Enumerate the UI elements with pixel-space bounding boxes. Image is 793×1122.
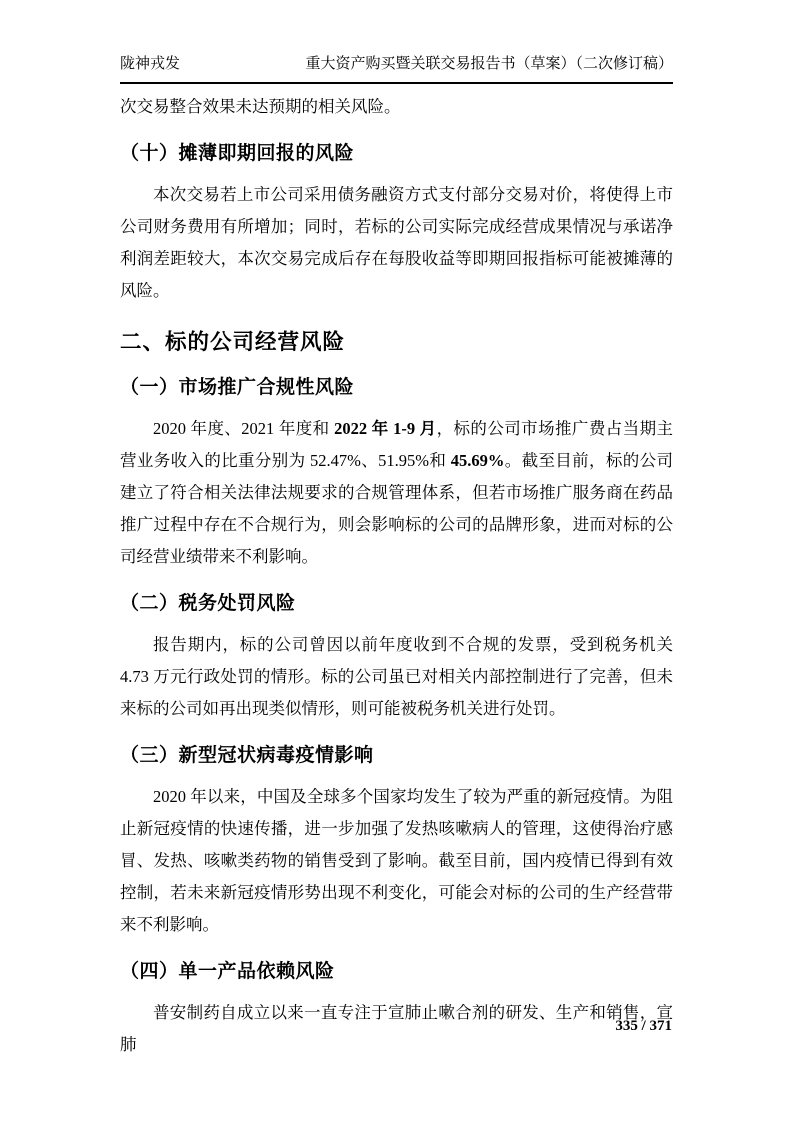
paragraph [120, 997, 673, 1061]
text-run: （一）市场推广合规性风险 [120, 377, 355, 398]
section-heading [120, 959, 673, 985]
text-run: 2020 年以来，中国及全球多个国家均发生了较为严重的新冠疫情。为阻止新冠疫情的快速传播，进一步加强了发热咳嗽病人的管理，这使得治疗感冒、发热、咳嗽类药物的销售受到了影响。截至目前，国内疫情已得到有效控制，若未来新冠疫情形势出现不利变化，可能会对标的公司的生产经营带来不利影响。 [120, 787, 673, 934]
text-run: 2022 年 1-9 月 [334, 419, 437, 438]
header-company-name: 陇神戎发 [120, 56, 181, 72]
text-run: ，标的公司市场推广费占当期主营业务收入的比重分别为 52.47%、51.95%和 [120, 419, 673, 470]
section-heading [120, 743, 673, 769]
text-run: 本次交易若上市公司采用债务融资方式支付部分交易对价，将使得上市公司财务费用有所增加；同时，若标的公司实际完成经营成果情况与承诺净利润差距较大，本次交易完成后存在每股收益等即期回报指标可能被摊薄的风险。 [120, 185, 673, 300]
text-run: 次交易整合效果未达预期的相关风险。 [120, 97, 401, 116]
text-run: 普安制药自成立以来一直专注于宣肺止嗽合剂的研发、生产和销售，宣肺 [120, 1003, 673, 1054]
document-body [120, 91, 673, 1069]
paragraph [120, 413, 673, 573]
text-run: （三）新型冠状病毒疫情影响 [120, 745, 374, 766]
page-header [120, 54, 673, 84]
text-run: 报告期内，标的公司曾因以前年度收到不合规的发票，受到税务机关 4.73 万元行政处罚的情形。标的公司虽已对相关内部控制进行了完善，但未来标的公司如再出现类似情形，则可能被税务机关进行处罚。 [120, 635, 673, 718]
text-run: 。截至目前，标的公司建立了符合相关法律法规要求的合规管理体系，但若市场推广服务商在药品推广过程中存在不合规行为，则会影响标的公司的品牌形象，进而对标的公司经营业绩带来不利影响。 [120, 451, 674, 566]
section-heading [120, 375, 673, 401]
section-heading [120, 327, 673, 357]
text-run: （四）单一产品依赖风险 [120, 961, 335, 982]
paragraph [120, 629, 673, 725]
page-footer [615, 1018, 672, 1035]
section-heading [120, 141, 673, 167]
text-run: 二、标的公司经营风险 [120, 330, 346, 354]
text-run: （十）摊薄即期回报的风险 [120, 143, 355, 164]
header-report-title: 重大资产购买暨关联交易报告书（草案）（二次修订稿） [305, 56, 673, 72]
paragraph [120, 91, 673, 123]
section-heading [120, 591, 673, 617]
text-run: 45.69% [450, 451, 505, 470]
paragraph [120, 781, 673, 941]
text-run: （二）税务处罚风险 [120, 593, 296, 614]
page-number: 335 / 371 [615, 1018, 672, 1034]
text-run: 2020 年度、2021 年度和 [153, 419, 335, 438]
paragraph [120, 179, 673, 307]
